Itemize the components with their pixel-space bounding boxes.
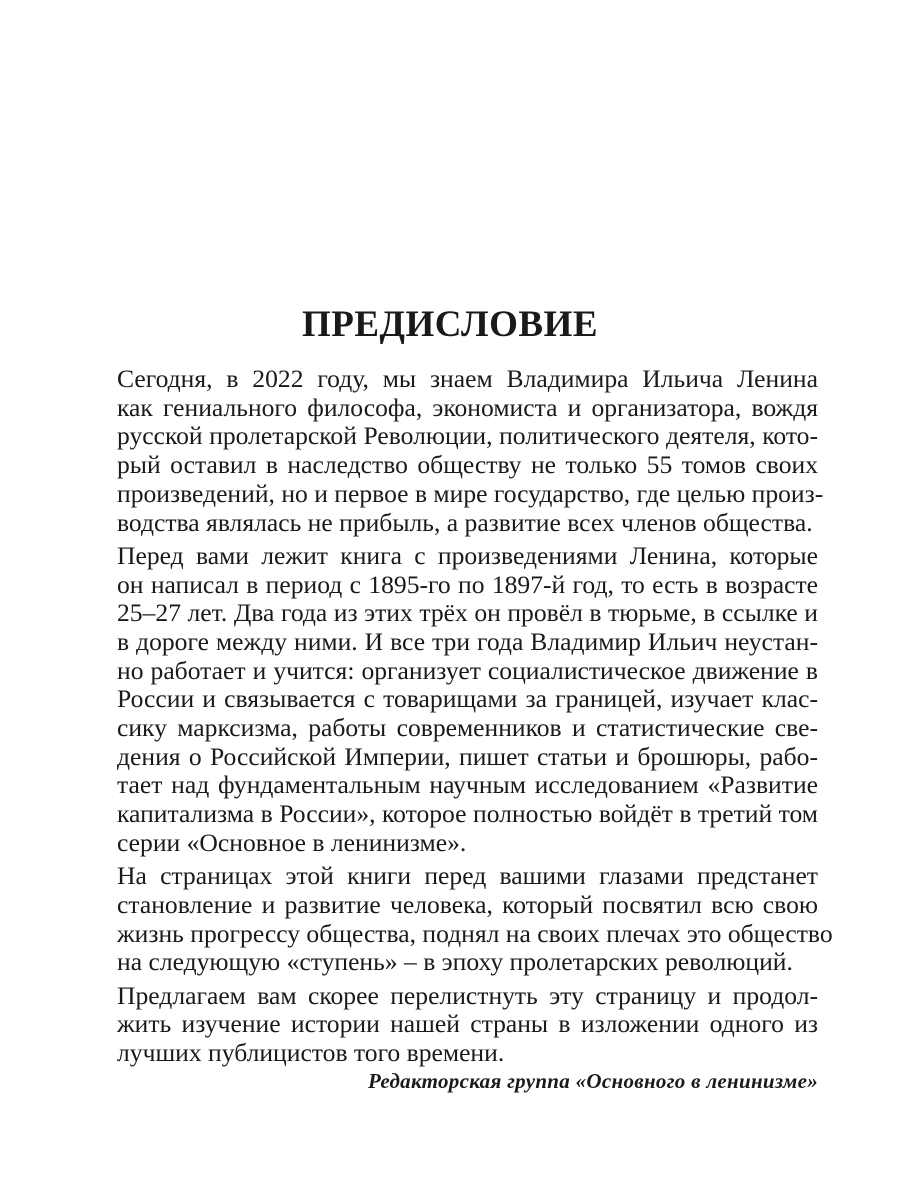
text-line: тает над фундаментальным научным исследованием «Развитие	[117, 770, 818, 800]
paragraph-3	[88, 861, 833, 977]
text-line: рый оставил в наследство обществу не только 55 томов своих	[117, 450, 818, 480]
paragraph-1	[88, 364, 824, 537]
paragraph-2	[88, 542, 818, 858]
text-line: сику марксизма, работы современников и статистические све-	[117, 713, 818, 743]
text-line: произведений, но и первое в мире государство, где целью произ-	[117, 478, 824, 508]
text-line: он написал в период с 1895-го по 1897-й год, то есть в возрасте	[117, 569, 818, 599]
text-line: Сегодня, в 2022 году, мы знаем Владимира Ильича Ленина	[117, 364, 818, 393]
text-line: На страницах этой книги перед вашими глазами предстанет	[117, 861, 818, 891]
text-line: Перед вами лежит книга с произведениями Ленина, которые	[117, 540, 818, 570]
text-line: 25–27 лет. Два года из этих трёх он провёл в тюрьме, в ссылке и	[117, 598, 818, 628]
text-line: но работает и учится: организует социалистическое движение в	[117, 655, 818, 685]
text-line: жить изучение истории нашей страны в изложении одного из	[117, 1009, 818, 1039]
preface-text	[88, 364, 833, 1072]
text-line: России и связывается с товарищами за границей, изучает клас-	[117, 684, 818, 714]
text-line: как гениального философа, экономиста и организатора, вождя	[117, 392, 818, 422]
text-line: водства являлась не прибыль, а развитие всех членов общества.	[117, 507, 813, 537]
text-line: лучших публицистов того времени.	[117, 1037, 505, 1067]
text-line: русской пролетарской Революции, политического деятеля, кото-	[117, 421, 818, 451]
text-line: Предлагаем вам скорее перелистнуть эту страницу и продол-	[117, 980, 818, 1010]
text-line: капитализма в России», которое полностью войдёт в третий том	[117, 799, 818, 829]
text-line: в дороге между ними. И все три года Владимир Ильич неустан-	[117, 626, 818, 656]
paragraph-4	[88, 982, 818, 1068]
text-line: дения о Российской Империи, пишет статьи и брошюры, рабо-	[117, 741, 818, 771]
text-line: становление и развитие человека, который посвятил всю свою	[117, 889, 818, 919]
text-line: на следующую «ступень» – в эпоху пролетарских революций.	[117, 947, 793, 977]
text-line: серии «Основное в ленинизме».	[117, 827, 467, 857]
page-title: ПРЕДИСЛОВИЕ	[301, 304, 599, 345]
editorial-signature: Редакторская группа «Основного в ленинизме»	[368, 1069, 818, 1093]
text-line: жизнь прогрессу общества, поднял на своих плечах это общество	[117, 918, 833, 948]
